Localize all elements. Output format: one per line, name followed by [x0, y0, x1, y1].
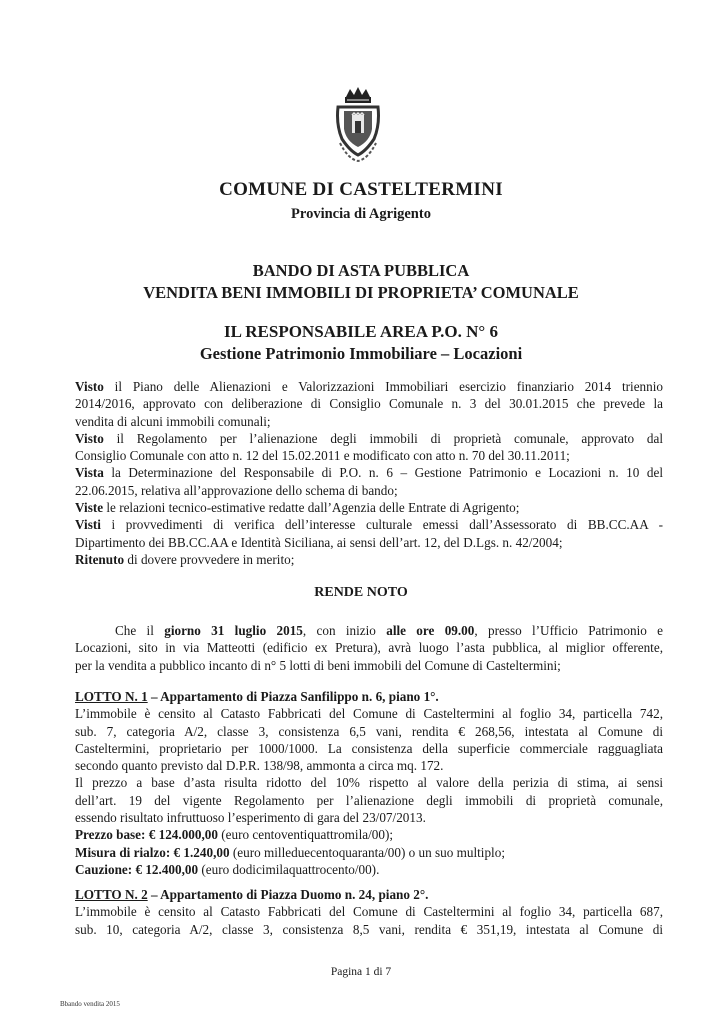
premises-block [75, 378, 663, 568]
premise-line [75, 430, 663, 447]
file-name-footnote: Bbando vendita 2015 [60, 1000, 120, 1008]
lotto-1-section [75, 688, 663, 878]
lotto-2-heading [75, 886, 663, 903]
premise-key: Viste [75, 500, 104, 516]
lotto-1-line: Il prezzo a base d’asta risulta ridotto del 10% rispetto al valore della perizia di stima, ai sensi [75, 775, 663, 791]
raise-label: Misura di rialzo: € 1.240,00 [75, 844, 230, 860]
intro-line: per la vendita a pubblico incanto di n° 5 lotti di beni immobili del Comune di Casteltermini; [75, 657, 561, 673]
raise-text: (euro milleduecentoquaranta/00) o un suo multiplo; [229, 844, 505, 860]
premise-key: Visto [75, 379, 104, 394]
intro-text: Che il [115, 623, 165, 638]
premise-line: Consiglio Comunale con atto n. 12 del 15.02.2011 e modificato con atto n. 70 del 30.11.2011; [75, 448, 570, 464]
lotto-1-deposit [75, 861, 663, 878]
premise-key: Vista [75, 465, 104, 481]
lotto-2-line: L’immobile è censito al Catasto Fabbricati del Comune di Casteltermini al foglio 34, particella 687, [75, 904, 663, 920]
lotto-1-raise [75, 844, 663, 861]
premise-line: 22.06.2015, relativa all’approvazione dello schema di bando; [75, 482, 398, 498]
deposit-text: (euro dodicimilaquattrocento/00). [198, 861, 380, 877]
intro-paragraph [75, 622, 663, 674]
lotto-1-line: secondo quanto previsto dal D.P.R. 138/98, ammonta a circa mq. 172. [75, 758, 444, 774]
office-title-line1: IL RESPONSABILE AREA P.O. N° 6 [223, 322, 498, 341]
premise-line: 2014/2016, approvato con deliberazione di Consiglio Comunale n. 3 del 30.01.2015 che prevede la [75, 396, 663, 412]
lotto-1-label: LOTTO N. 1 [75, 689, 148, 704]
intro-line: Locazioni, sito in via Matteotti (edificio ex Pretura), avrà luogo l’asta pubblica, al miglior offerente, [75, 640, 663, 656]
deposit-label: Cauzione: € 12.400,00 [75, 861, 199, 877]
auction-date: giorno 31 luglio 2015 [164, 623, 303, 638]
municipality-name: COMUNE DI CASTELTERMINI [219, 179, 503, 200]
lotto-2-title: – Appartamento di Piazza Duomo n. 24, piano 2°. [147, 887, 429, 902]
lotto-2-line: sub. 10, categoria A/2, classe 3, consistenza 8,5 vani, rendita € 351,19, intestata al Comune di [75, 921, 663, 937]
page-number: Pagina 1 di 7 [330, 966, 392, 978]
lotto-1-line: dell’art. 19 del vigente Regolamento per l’alienazione degli immobili di proprietà comunale, [75, 792, 663, 808]
lotto-1-title: – Appartamento di Piazza Sanfilippo n. 6, piano 1°. [147, 689, 439, 704]
premise-line: Dipartimento dei BB.CC.AA e Identità Siciliana, ai sensi dell’art. 12, del D.Lgs. n. 42/2004; [75, 534, 563, 550]
premise-line [75, 499, 663, 516]
lotto-1-line: L’immobile è censito al Catasto Fabbricati del Comune di Casteltermini al foglio 34, particella 742, [75, 706, 663, 722]
premise-text: le relazioni tecnico-estimative redatte dall’Agenzia delle Entrate di Agrigento; [103, 500, 520, 516]
premise-line [75, 464, 663, 481]
premise-text: il Piano delle Alienazioni e Valorizzazioni Immobiliari esercizio finanziario 2014 triennio [103, 379, 663, 394]
lotto-1-line: Casteltermini, proprietario per 1000/1000. La consistenza della superficie commerciale ragguagliata [75, 740, 663, 756]
municipal-crest-icon [332, 85, 384, 165]
intro-line [75, 622, 663, 639]
premise-key: Visto [75, 430, 104, 446]
premise-line [75, 551, 663, 568]
province-name: Provincia di Agrigento [291, 206, 431, 222]
intro-text: , con inizio [302, 623, 387, 638]
premise-key: Ritenuto [75, 551, 125, 567]
premise-line [75, 516, 663, 533]
lotto-2-label: LOTTO N. 2 [75, 887, 148, 902]
office-title-line2: Gestione Patrimonio Immobiliare – Locazioni [199, 344, 523, 363]
premise-text: di dovere provvedere in merito; [124, 551, 295, 567]
premise-text: la Determinazione del Responsabile di P.O. n. 6 – Gestione Patrimonio e Locazioni n. 10 del [103, 465, 663, 481]
premise-line [75, 378, 663, 395]
lotto-1-line: essendo risultato infruttuoso l’esperimento di gara del 23/07/2013. [75, 810, 426, 826]
lotto-1-line: sub. 7, categoria A/2, classe 3, consistenza 6,5 vani, rendita € 268,56, intestata al Comune di [75, 723, 663, 739]
lotto-1-price [75, 826, 663, 843]
lotto-2-section [75, 886, 663, 938]
price-text: (euro centoventiquattromila/00); [217, 827, 394, 843]
notice-title-line2: VENDITA BENI IMMOBILI DI PROPRIETA’ COMUNALE [143, 283, 579, 302]
price-label: Prezzo base: € 124.000,00 [75, 827, 218, 843]
premise-line: vendita di alcuni immobili comunali; [75, 413, 271, 429]
auction-time: alle ore 09.00 [386, 623, 475, 638]
intro-text: , presso l’Ufficio Patrimonio e [474, 623, 664, 638]
premise-text: i provvedimenti di verifica dell’interesse culturale emessi dall’Assessorato di BB.CC.AA - [100, 517, 663, 533]
lotto-1-heading [75, 688, 663, 705]
rende-noto-heading: RENDE NOTO [314, 585, 408, 600]
premise-text: il Regolamento per l’alienazione degli immobili di proprietà comunale, approvato dal [103, 430, 663, 446]
premise-key: Visti [75, 517, 101, 533]
notice-title-line1: BANDO DI ASTA PUBBLICA [252, 261, 470, 280]
